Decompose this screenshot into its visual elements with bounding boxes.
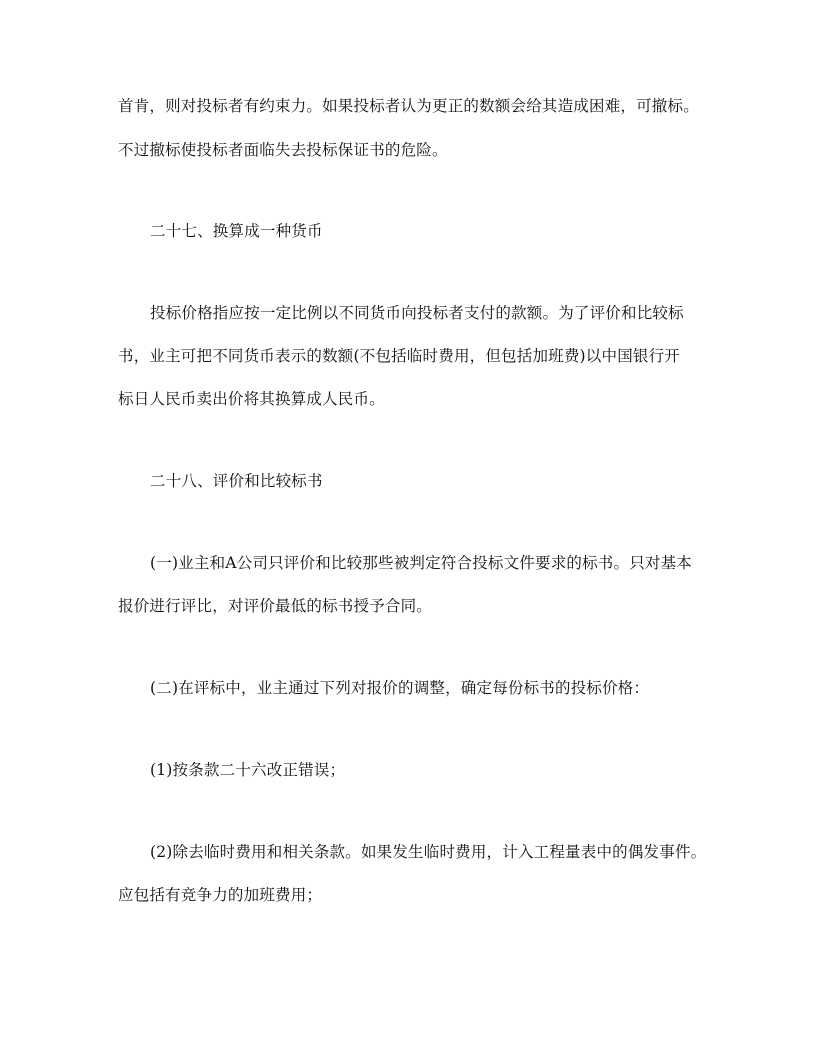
- text-line: 应包括有竞争力的加班费用；: [118, 886, 323, 904]
- section-heading: 二十七、换算成一种货币: [150, 222, 323, 240]
- text-line: 首肯，则对投标者有约束力。如果投标者认为更正的数额会给其造成困难，可撤标。: [118, 97, 699, 115]
- text-line: (二)在评标中，业主通过下列对报价的调整，确定每份标书的投标价格：: [150, 679, 650, 697]
- text-line: (1)按条款二十六改正错误；: [150, 761, 346, 779]
- text-line: (2)除去临时费用和相关条款。如果发生临时费用，计入工程量表中的偶发事件。: [150, 843, 707, 861]
- text-line: 投标价格指应按一定比例以不同货币向投标者支付的款额。为了评价和比较标: [150, 304, 684, 322]
- text-line: (一)业主和A公司只评价和比较那些被判定符合投标文件要求的标书。只对基本: [150, 554, 692, 572]
- text-line: 标日人民币卖出价将其换算成人民币。: [118, 390, 385, 408]
- text-line: 书，业主可把不同货币表示的数额(不包括临时费用，但包括加班费)以中国银行开: [118, 347, 680, 365]
- section-heading: 二十八、评价和比较标书: [150, 472, 323, 490]
- text-line: 报价进行评比，对评价最低的标书授予合同。: [118, 597, 433, 615]
- text-line: 不过撤标使投标者面临失去投标保证书的危险。: [118, 141, 448, 159]
